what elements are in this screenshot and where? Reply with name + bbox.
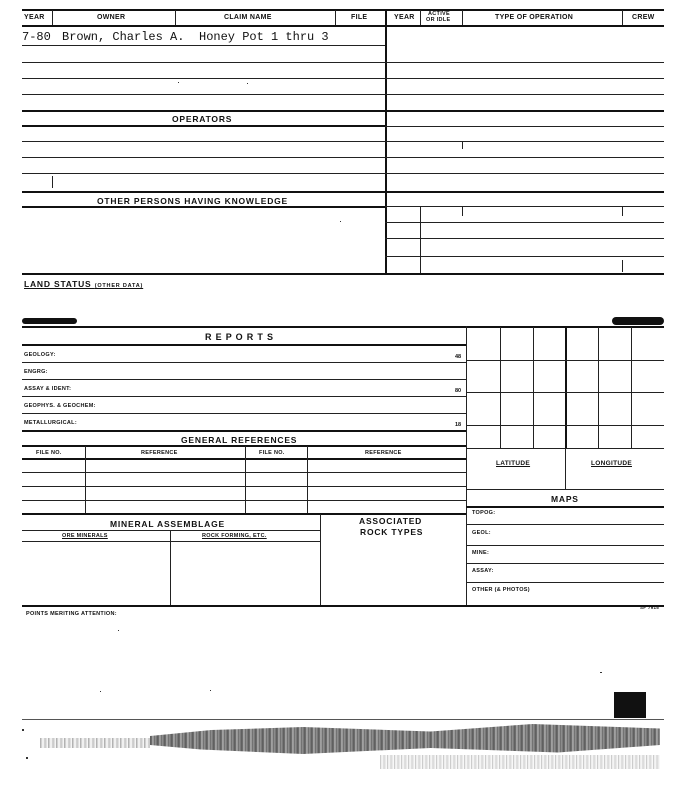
report-metallurgical: METALLURGICAL:: [24, 420, 77, 426]
scan-noise-band: [150, 724, 660, 754]
mineral-title: MINERAL ASSEMBLAGE: [110, 519, 225, 529]
maps-topog: TOPOG:: [472, 510, 496, 516]
maps-mine: MINE:: [472, 550, 490, 556]
row-year: 7-80: [22, 30, 51, 44]
header-file: FILE: [351, 14, 368, 21]
header-year: YEAR: [24, 14, 45, 21]
ref-reference-2: REFERENCE: [365, 450, 402, 456]
header-owner: OWNER: [97, 14, 126, 21]
report-geology-num: 48: [455, 354, 462, 360]
header-type-of-operation: TYPE OF OPERATION: [495, 14, 574, 21]
maps-other: OTHER (& PHOTOS): [472, 587, 530, 593]
report-metallurgical-num: 18: [455, 422, 462, 428]
report-geophys: GEOPHYS. & GEOCHEM:: [24, 403, 96, 409]
form-number: SF 7915: [640, 605, 660, 610]
land-status-sub: (OTHER DATA): [94, 283, 144, 289]
ref-file-no-1: FILE NO.: [36, 450, 62, 456]
maps-assay: ASSAY:: [472, 568, 494, 574]
report-assay-num: 80: [455, 388, 462, 394]
land-status-label: LAND STATUS: [24, 279, 92, 289]
scan-noise-left: [40, 738, 150, 748]
scan-dark-block: [614, 692, 646, 718]
scan-smudge-left: [22, 318, 77, 324]
reports-title: R E P O R T S: [205, 332, 274, 342]
header-active-1: ACTIVE: [428, 11, 450, 17]
maps-geol: GEOL:: [472, 530, 491, 536]
report-geology: GEOLOGY:: [24, 352, 56, 358]
points-meriting-attention: POINTS MERITING ATTENTION:: [26, 611, 117, 617]
scan-noise-low: [380, 755, 660, 769]
rock-forming-label: ROCK FORMING, ETC.: [202, 533, 267, 539]
longitude-label: LONGITUDE: [591, 460, 632, 467]
header-claim-name: CLAIM NAME: [224, 14, 272, 21]
ref-reference-1: REFERENCE: [141, 450, 178, 456]
operators-heading: OPERATORS: [172, 114, 233, 124]
header-active-2: OR IDLE: [426, 17, 451, 23]
row-claim-name: Honey Pot 1 thru 3: [199, 30, 329, 44]
row-owner: Brown, Charles A.: [62, 30, 185, 44]
report-engrg: ENGRG:: [24, 369, 48, 375]
other-persons-heading: OTHER PERSONS HAVING KNOWLEDGE: [97, 196, 289, 206]
header-crew: CREW: [632, 14, 655, 21]
ref-file-no-2: FILE NO.: [259, 450, 285, 456]
general-references-title: GENERAL REFERENCES: [181, 435, 298, 445]
maps-title: MAPS: [551, 494, 579, 504]
ore-minerals-label: ORE MINERALS: [62, 533, 108, 539]
scan-smudge-right: [612, 317, 664, 325]
associated-line-2: ROCK TYPES: [360, 527, 424, 537]
latitude-label: LATITUDE: [496, 460, 531, 467]
header-year-2: YEAR: [394, 14, 415, 21]
report-assay: ASSAY & IDENT:: [24, 386, 72, 392]
land-status-heading: [24, 279, 143, 289]
associated-line-1: ASSOCIATED: [359, 516, 423, 526]
